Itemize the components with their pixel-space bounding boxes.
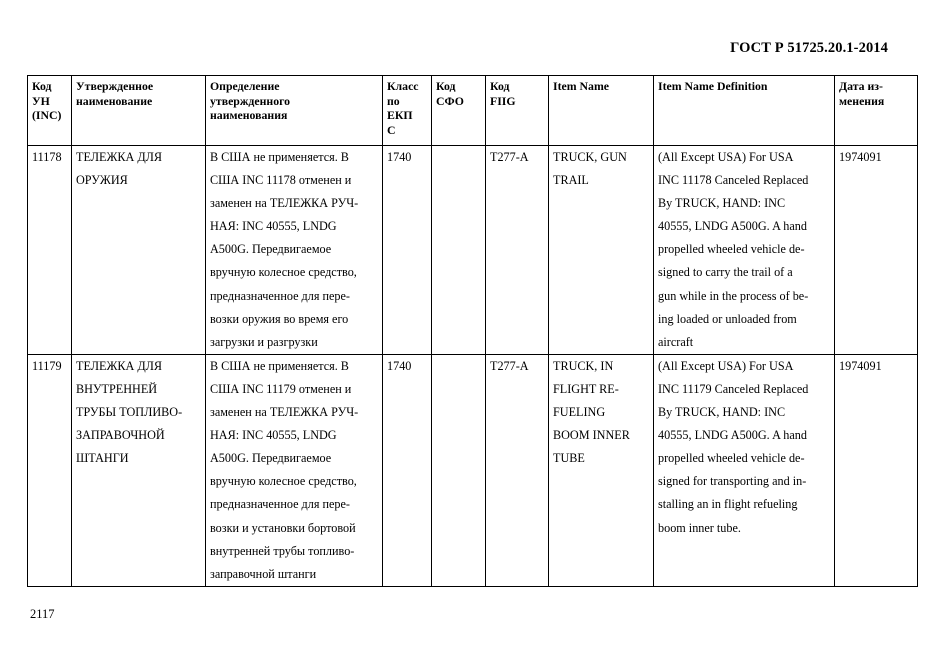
document-standard-header: ГОСТ Р 51725.20.1-2014 <box>730 40 888 56</box>
cell-name-definition: В США не применяется. В США INC 11179 отменен и заменен на ТЕЛЕЖКА РУЧ- НАЯ: INC 40555, LNDG A500G. Передвигаемое вручную колесное средство, предназначенное для пере- возки и установки бортовой внутренней трубы топливо- заправочной штанги <box>206 354 383 586</box>
cell-item-name: TRUCK, IN FLIGHT RE- FUELING BOOM INNER TUBE <box>549 354 654 586</box>
table-row <box>28 146 918 355</box>
column-header-approved-name: Утвержденное наименование <box>72 76 206 146</box>
cell-fiig: T277-A <box>486 146 549 355</box>
cell-approved-name: ТЕЛЕЖКА ДЛЯ ОРУЖИЯ <box>72 146 206 355</box>
column-header-name-definition: Определение утвержденного наименования <box>206 76 383 146</box>
cell-item-name-definition: (All Except USA) For USA INC 11179 Canceled Replaced By TRUCK, HAND: INC 40555, LNDG A500G. A hand propelled wheeled vehicle de- signed for transporting and in- stalling an in flight refueling boom inner tube. <box>654 354 835 586</box>
cell-sfo <box>432 146 486 355</box>
catalog-table <box>27 75 918 587</box>
cell-fiig: T277-A <box>486 354 549 586</box>
cell-change-date: 1974091 <box>835 146 918 355</box>
column-header-item-name: Item Name <box>549 76 654 146</box>
column-header-item-name-definition: Item Name Definition <box>654 76 835 146</box>
cell-class: 1740 <box>383 354 432 586</box>
table-header-row <box>28 76 918 146</box>
cell-sfo <box>432 354 486 586</box>
cell-change-date: 1974091 <box>835 354 918 586</box>
cell-item-name-definition: (All Except USA) For USA INC 11178 Canceled Replaced By TRUCK, HAND: INC 40555, LNDG A500G. A hand propelled wheeled vehicle de- signed to carry the trail of a gun while in the process of be- ing loaded or unloaded from aircraft <box>654 146 835 355</box>
cell-class: 1740 <box>383 146 432 355</box>
cell-name-definition: В США не применяется. В США INC 11178 отменен и заменен на ТЕЛЕЖКА РУЧ- НАЯ: INC 40555, LNDG A500G. Передвигаемое вручную колесное средство, предназначенное для пере- возки оружия во время его загрузки и разгрузки <box>206 146 383 355</box>
cell-inc: 11179 <box>28 354 72 586</box>
table-header <box>28 76 918 146</box>
table-row <box>28 354 918 586</box>
column-header-fiig: Код FIIG <box>486 76 549 146</box>
column-header-class: Класс по ЕКП С <box>383 76 432 146</box>
column-header-change-date: Дата из- менения <box>835 76 918 146</box>
column-header-sfo: Код СФО <box>432 76 486 146</box>
cell-approved-name: ТЕЛЕЖКА ДЛЯ ВНУТРЕННЕЙ ТРУБЫ ТОПЛИВО- ЗАПРАВОЧНОЙ ШТАНГИ <box>72 354 206 586</box>
cell-item-name: TRUCK, GUN TRAIL <box>549 146 654 355</box>
cell-inc: 11178 <box>28 146 72 355</box>
column-header-inc: Код УН (INC) <box>28 76 72 146</box>
page-number: 2117 <box>30 607 55 621</box>
